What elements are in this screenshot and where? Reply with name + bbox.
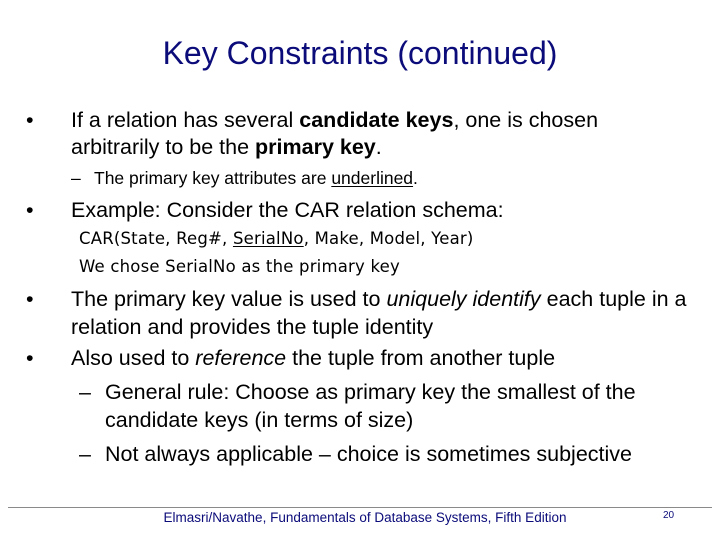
page-number: 20	[663, 510, 675, 521]
attribute-serialno: SerialNo	[165, 257, 236, 276]
italic-uniquely-identify: uniquely identify	[386, 287, 541, 311]
bullet-candidate-keys	[26, 107, 686, 161]
subbullet-not-always-applicable	[79, 440, 699, 468]
underlined-word: underlined	[331, 168, 414, 188]
subbullet-text	[71, 166, 671, 190]
dash-marker: –	[79, 442, 91, 466]
footer-divider	[8, 507, 712, 508]
dash-marker: –	[71, 168, 81, 188]
slide-title: Key Constraints (continued)	[162, 35, 558, 71]
text-run: .	[375, 135, 382, 159]
bullet-marker: •	[26, 198, 34, 222]
text-run: as the primary key	[235, 257, 400, 276]
subbullet-general-rule	[79, 378, 699, 434]
bold-term-candidate-keys: candidate keys	[299, 108, 454, 132]
bullet-uniquely-identify	[26, 285, 706, 341]
bullet-marker: •	[26, 287, 34, 311]
bullet-example	[26, 197, 686, 224]
bullet-text	[26, 344, 706, 372]
text-run: each tuple in a relation and provides the tuple identity	[71, 287, 687, 339]
bullet-reference	[26, 344, 706, 372]
footer-citation: Elmasri/Navathe, Fundamentals of Database Systems, Fifth Edition	[163, 510, 567, 525]
bullet-text	[26, 285, 706, 341]
text-run: , Make, Model, Year)	[303, 229, 474, 248]
text-run: .	[413, 168, 418, 188]
chosen-key-line	[79, 256, 400, 278]
text-run: Also used to	[71, 346, 196, 370]
bullet-marker: •	[26, 108, 34, 132]
text-run: The primary key value is used to	[71, 287, 387, 311]
subbullet-text: General rule: Choose as primary key the smallest of the candidate keys (in terms of size)	[105, 380, 636, 432]
bullet-text: Example: Consider the CAR relation schema:	[71, 198, 504, 222]
text-run: the tuple from another tuple	[286, 346, 556, 370]
italic-reference: reference	[195, 346, 287, 370]
subbullet-underlined-attributes	[71, 166, 671, 190]
text-run: The primary key attributes are	[94, 168, 332, 188]
subbullet-text: Not always applicable – choice is sometimes subjective	[105, 442, 632, 466]
text-run: CAR(State, Reg#,	[79, 229, 233, 248]
bold-term-primary-key: primary key	[255, 135, 376, 159]
text-run: , one is chosen arbitrarily to be the	[71, 108, 599, 159]
dash-marker: –	[79, 380, 91, 404]
bullet-text	[26, 107, 686, 161]
car-schema-line	[79, 228, 474, 250]
text-run: If a relation has several	[71, 108, 300, 132]
text-run: We chose	[79, 257, 166, 276]
bullet-marker: •	[26, 346, 34, 370]
primary-key-serialno: SerialNo	[232, 229, 304, 248]
